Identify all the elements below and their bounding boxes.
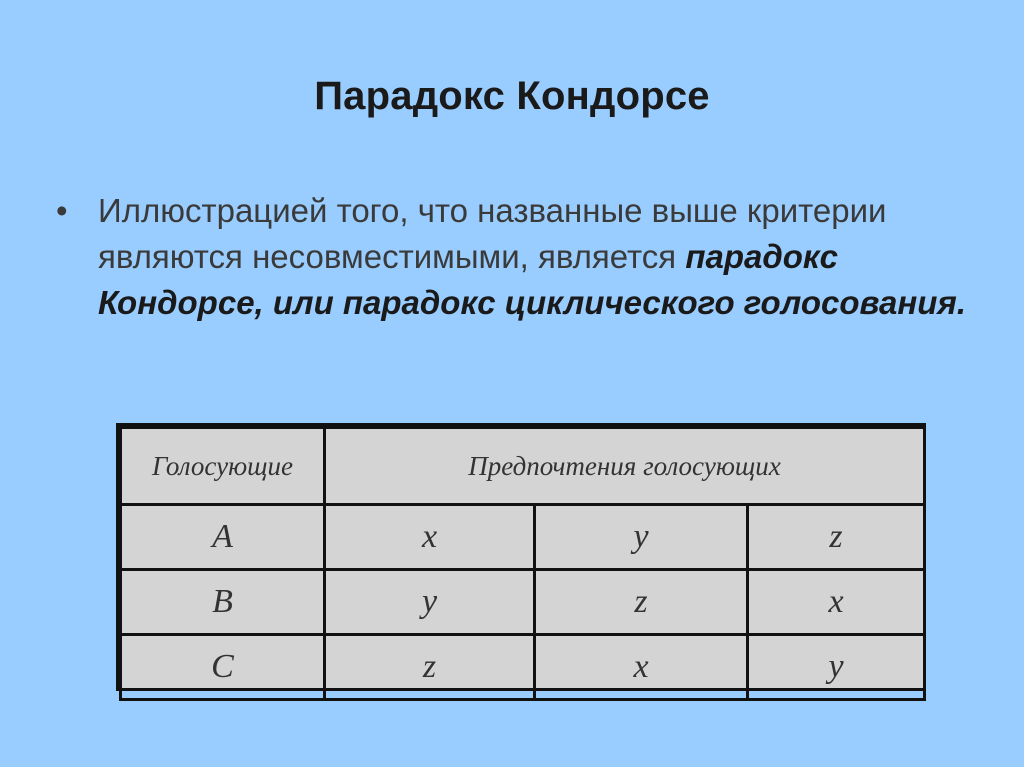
preference-cell: x xyxy=(325,505,535,570)
preference-cell: y xyxy=(325,570,535,635)
voter-cell: A xyxy=(121,505,325,570)
preference-cell: y xyxy=(748,635,925,700)
bullet-emphasis: парадокс Кондорсе, или парадокс циклического голосования. xyxy=(98,238,967,321)
preference-cell: z xyxy=(325,635,535,700)
bullet-body xyxy=(98,188,986,326)
header-preferences: Предпочтения голосующих xyxy=(325,428,925,505)
preference-cell: z xyxy=(535,570,748,635)
bullet-paragraph xyxy=(56,188,986,326)
preferences-grid xyxy=(119,426,926,701)
bullet-marker: • xyxy=(56,192,68,229)
table-row xyxy=(121,635,925,700)
preference-cell: z xyxy=(748,505,925,570)
preferences-table xyxy=(116,423,926,691)
voter-cell: C xyxy=(121,635,325,700)
bullet-text: Иллюстрацией того, что названные выше критерии являются несовместимыми, является xyxy=(98,192,887,275)
table-row xyxy=(121,570,925,635)
table-row xyxy=(121,505,925,570)
header-voters: Голосующие xyxy=(121,428,325,505)
table-header-row xyxy=(121,428,925,505)
preference-cell: x xyxy=(535,635,748,700)
voter-cell: B xyxy=(121,570,325,635)
slide-title: Парадокс Кондорсе xyxy=(314,74,710,118)
preference-cell: x xyxy=(748,570,925,635)
preference-cell: y xyxy=(535,505,748,570)
